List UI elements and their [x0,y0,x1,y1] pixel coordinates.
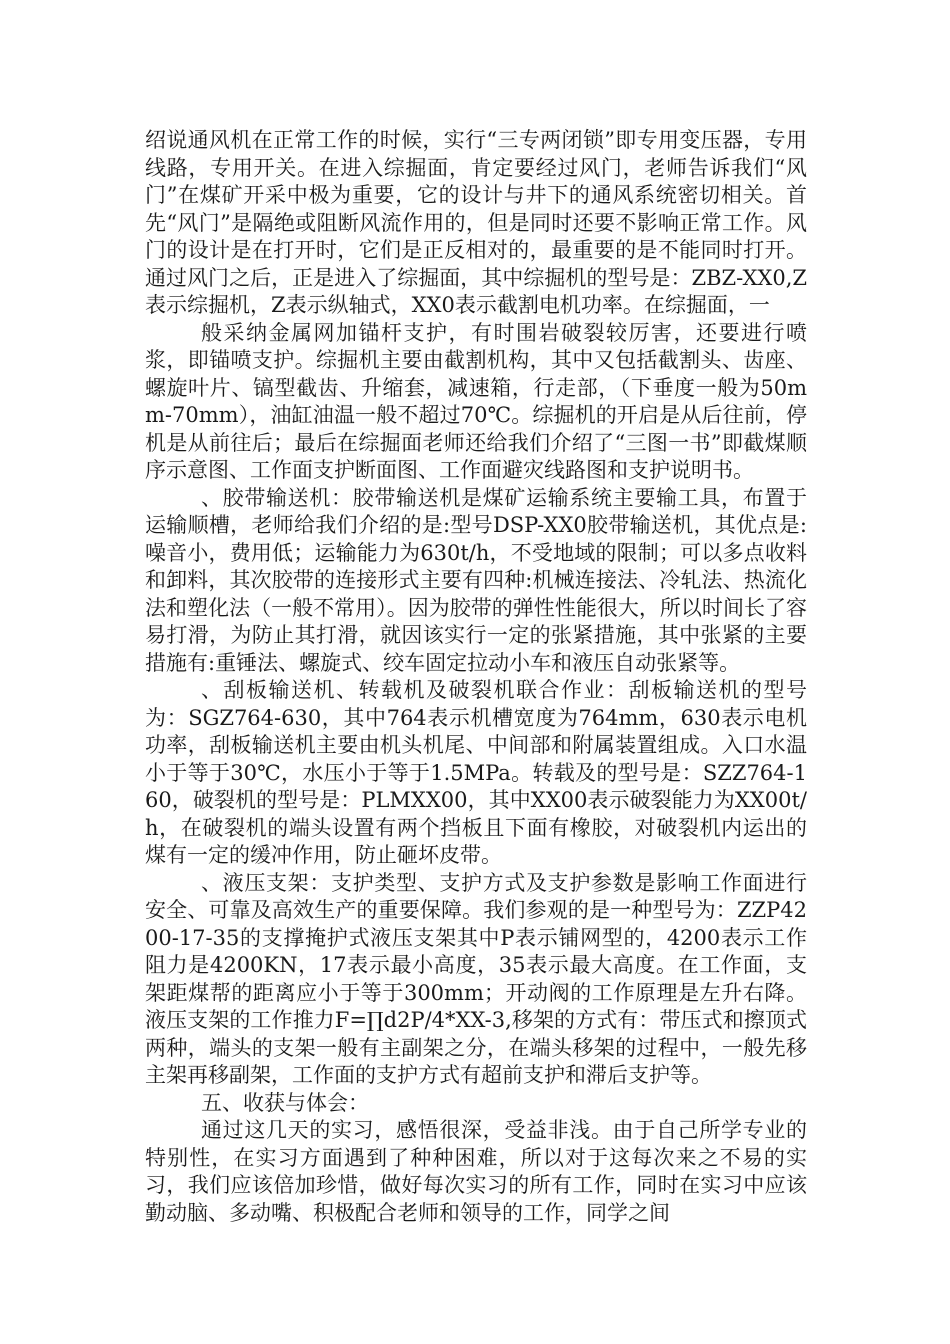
paragraph-belt-conveyor: 、胶带输送机：胶带输送机是煤矿运输系统主要输工具，布置于运输顺槽，老师给我们介绍的是:型号DSP-XX0胶带输送机，其优点是:噪音小，费用低；运输能力为630t/h，不受地域的限制；可以多点收料和卸料，其次胶带的连接形式主要有四种:机械连接法、冷轧法、热流化法和塑化法（一般不常用）。因为胶带的弹性性能很大，所以时间长了容易打滑，为防止其打滑，就因该实行一定的张紧措施，其中张紧的主要措施有:重锤法、螺旋式、绞车固定拉动小车和液压自动张紧等。 [145,485,807,675]
document-body [145,127,807,1227]
section-heading-gains: 五、收获与体会： [201,1090,369,1115]
paragraph-reflection: 通过这几天的实习，感悟很深，受益非浅。由于自己所学专业的特别性，在实习方面遇到了种种困难，所以对于这每次来之不易的实习，我们应该倍加珍惜，做好每次实习的所有工作，同时在实习中应该勤动脑、多动嘴、积极配合老师和领导的工作，同学之间 [145,1118,807,1225]
paragraph-ventilation: 绍说通风机在正常工作的时候，实行“三专两闭锁”即专用变压器，专用线路，专用开关。在进入综掘面，肯定要经过风门，老师告诉我们“风门”在煤矿开采中极为重要，它的设计与井下的通风系统密切相关。首先“风门”是隔绝或阻断风流作用的，但是同时还要不影响正常工作。风门的设计是在打开时，它们是正反相对的，最重要的是不能同时打开。通过风门之后，正是进入了综掘面，其中综掘机的型号是：ZBZ-XX0,Z表示综掘机，Z表示纵轴式，XX0表示截割电机功率。在综掘面，一 [145,128,807,317]
paragraph-hydraulic-support: 、液压支架：支护类型、支护方式及支护参数是影响工作面进行安全、可靠及高效生产的重要保障。我们参观的是一种型号为：ZZP4200-17-35的支撑掩护式液压支架其中P表示铺网型的，4200表示工作阻力是4200KN，17表示最小高度，35表示最大高度。在工作面，支架距煤帮的距离应小于等于300mm；开动阀的工作原理是左升右降。液压支架的工作推力F=∏d2P/4*XX-3,移架的方式有：带压式和擦顶式两种，端头的支架一般有主副架之分，在端头移架的过程中，一般先移主架再移副架，工作面的支护方式有超前支护和滞后支护等。 [145,870,807,1087]
paragraph-scraper-conveyor: 、刮板输送机、转载机及破裂机联合作业：刮板输送机的型号为：SGZ764-630，其中764表示机槽宽度为764mm，630表示电机功率，刮板输送机主要由机头机尾、中间部和附属装置组成。入口水温小于等于30℃，水压小于等于1.5MPa。转载及的型号是：SZZ764-160，破裂机的型号是：PLMXX00，其中XX00表示破裂能力为XX00t/h，在破裂机的端头设置有两个挡板且下面有橡胶，对破裂机内运出的煤有一定的缓冲作用，防止砸坏皮带。 [145,678,807,867]
paragraph-roadheader: 般采纳金属网加锚杆支护，有时围岩破裂较厉害，还要进行喷浆，即锚喷支护。综掘机主要由截割机构，其中又包括截割头、齿座、螺旋叶片、镐型截齿、升缩套，减速箱，行走部，（下垂度一般为50mm-70mm），油缸油温一般不超过70℃。综掘机的开启是从后往前，停机是从前往后；最后在综掘面老师还给我们介绍了“三图一书”即截煤顺序示意图、工作面支护断面图、工作面避灾线路图和支护说明书。 [145,320,807,482]
